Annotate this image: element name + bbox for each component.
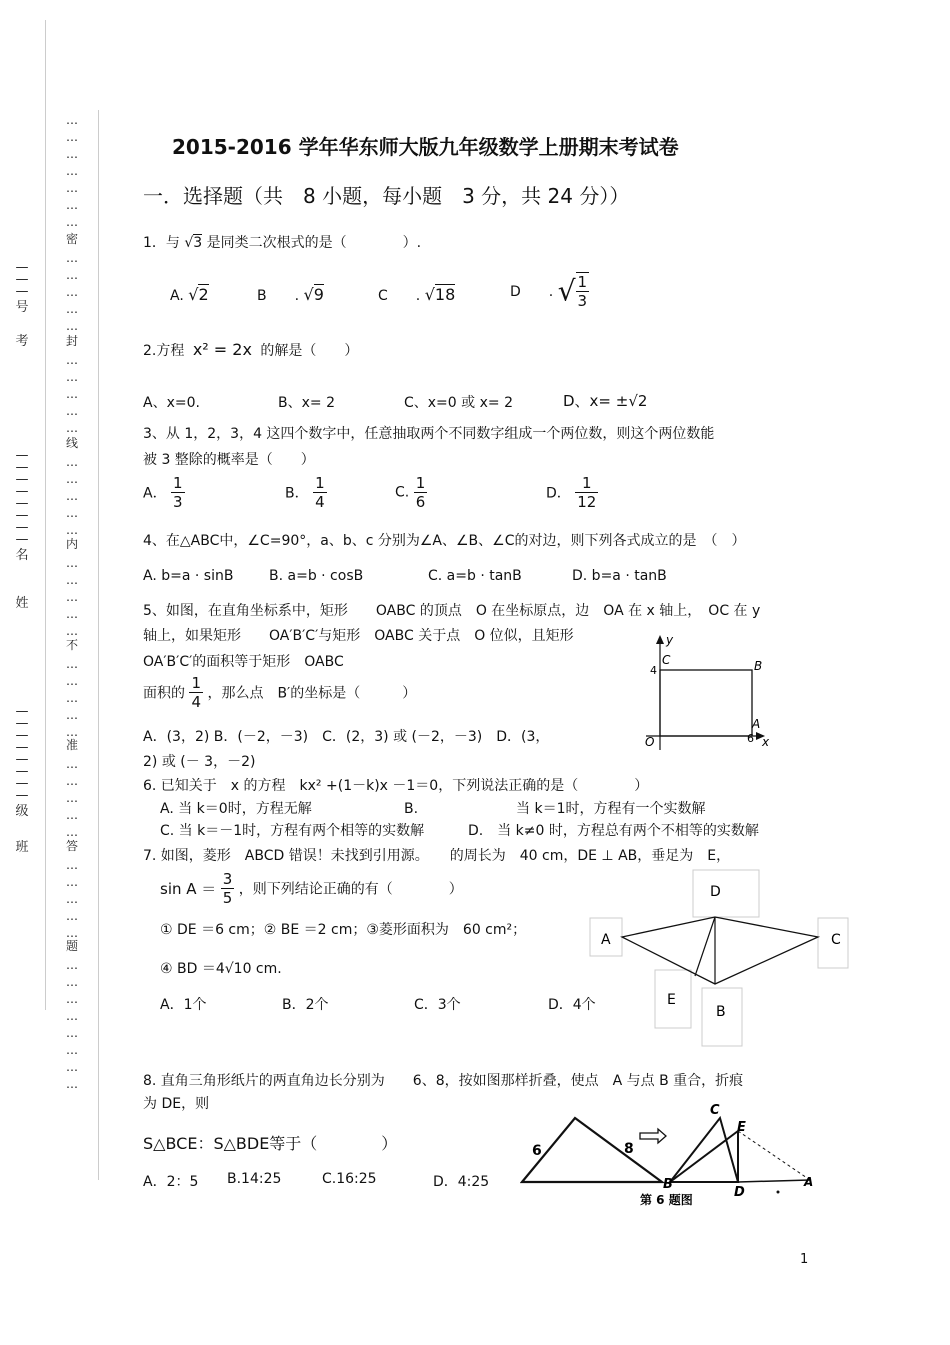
q8-stem-line2: 为 DE，则 xyxy=(143,1096,210,1112)
q5-rectangle-oabc xyxy=(660,670,752,736)
field-label-ming: 名 xyxy=(15,548,29,563)
field-dashes-3: — — — — — — — — xyxy=(15,704,29,803)
q1-option-c: C . √18 xyxy=(378,285,456,304)
seal-dots-8: … … … … … xyxy=(66,858,78,940)
q5-label-four: 4 xyxy=(650,664,657,677)
q7-rhombus-figure xyxy=(585,868,850,1048)
q7-label-c: C xyxy=(831,932,841,948)
q5-label-y: y xyxy=(666,633,674,647)
q5-options-line2: 2) 或 (－ 3，－2) xyxy=(143,754,256,770)
page-number: 1 xyxy=(800,1252,809,1267)
q7-option-a: A．1个 xyxy=(160,997,207,1013)
q8-label-eight: 8 xyxy=(624,1141,634,1157)
q3-option-d: D． $\frac{1}{12}$ xyxy=(546,474,597,511)
q4-option-d: D. b=a · tanB xyxy=(572,568,667,584)
q7-box-d xyxy=(693,870,759,917)
seal-mark-ti: 题 xyxy=(65,939,78,953)
seal-dots-3: … … … … … xyxy=(66,353,78,435)
seal-dots-9: … … … … … … … … xyxy=(66,958,78,1091)
q6-option-d: D. 当 k≠0 时，方程总有两个不相等的实数解 xyxy=(468,823,759,839)
q5-options-line1: A．(3，2) B．(－2，－3) C．(2，3) 或 (－2，－3) D．(3， xyxy=(143,729,550,745)
q8-ratio: S△BCE：S△BDE等于（ ） xyxy=(143,1134,398,1153)
q2-option-b: B、x= 2 xyxy=(278,395,335,411)
q6-option-a: A. 当 k＝0时，方程无解 xyxy=(160,801,312,817)
q7-rhombus-abcd xyxy=(622,917,818,984)
seal-mark-da: 答 xyxy=(65,839,78,853)
q8-label-a: A xyxy=(804,1175,814,1189)
q8-fold-figure xyxy=(520,1100,820,1212)
q3-option-b: B． $\frac{1}{4}$ xyxy=(285,474,325,511)
q7-option-d: D．4个 xyxy=(548,997,596,1013)
q8-option-a: A．2：5 xyxy=(143,1174,199,1190)
seal-mark-feng: 封 xyxy=(65,334,78,348)
q2-option-d: D、x= ±√2 xyxy=(563,392,648,410)
q5-label-a: A xyxy=(752,717,761,731)
q7-stem: 7. 如图，菱形 ABCD 错误！未找到引用源。 的周长为 40 cm，DE ⊥ AB，垂足为 E， xyxy=(143,848,731,864)
q8-label-b1: B xyxy=(663,1177,673,1192)
q4-option-b: B. a=b · cosB xyxy=(269,568,364,584)
q8-label-six: 6 xyxy=(532,1143,542,1159)
q8-triangle-folded xyxy=(670,1118,738,1182)
q8-mark-dot xyxy=(777,1191,780,1194)
margin-rule-outer xyxy=(45,20,46,1010)
q8-triangle-original xyxy=(522,1118,662,1182)
q8-option-d: D．4:25 xyxy=(433,1174,490,1190)
q2-option-c: C、x=0 或 x= 2 xyxy=(404,395,513,411)
q5-stem-line3: OA′B′C′的面积等于矩形 OABC xyxy=(143,654,344,670)
q8-stem-line1: 8. 直角三角形纸片的两直角边长分别为 6、8，按如图那样折叠，使点 A 与点 B 重合，折痕 xyxy=(143,1073,744,1089)
seal-mark-zhun: 准 xyxy=(65,738,78,752)
q5-label-o: O xyxy=(645,735,655,749)
field-dashes-2: — — — — — — — — xyxy=(15,448,29,547)
q8-option-c: C.16:25 xyxy=(322,1171,377,1187)
q8-segment-ea-dashed xyxy=(738,1131,810,1180)
q5-label-x: x xyxy=(762,735,770,749)
seal-dots-6: … … … … … xyxy=(66,657,78,739)
seal-mark-xian: 线 xyxy=(65,436,78,450)
q2-option-a: A、x=0. xyxy=(143,395,200,411)
q7-label-e: E xyxy=(667,992,676,1008)
q8-figure-caption: 第 6 题图 xyxy=(640,1193,693,1207)
margin-rule-inner xyxy=(98,110,99,1180)
q8-option-b: B.14:25 xyxy=(227,1171,282,1187)
q2-stem: 2.方程 x² = 2x 的解是（ ） xyxy=(143,340,359,359)
q7-option-b: B．2个 xyxy=(282,997,329,1013)
q7-statements-2: ④ BD ＝4√10 cm. xyxy=(160,961,282,977)
q3-option-a: A． $\frac{1}{3}$ xyxy=(143,474,183,511)
q8-label-d: D xyxy=(734,1185,745,1200)
seal-dots-5: … … … … … xyxy=(66,556,78,638)
seal-dots-4: … … … … … xyxy=(66,455,78,537)
q3-option-c: C. $\frac{1}{6}$ xyxy=(395,474,426,511)
q7-label-a: A xyxy=(601,932,611,948)
q5-label-c: C xyxy=(662,653,671,667)
q6-stem: 6. 已知关于 x 的方程 kx² +(1－k)x －1＝0，下列说法正确的是（ ） xyxy=(143,778,649,794)
seal-dots-7: … … … … … xyxy=(66,757,78,839)
sqrt-sign: √ xyxy=(184,235,194,251)
q2-equation: x² = 2x xyxy=(192,340,252,359)
q8-segment-da xyxy=(738,1180,810,1182)
field-label-ban: 班 xyxy=(15,840,29,855)
q1-option-d: D . √ $\frac{1}{3}$ xyxy=(510,273,588,310)
q5-label-b: B xyxy=(754,659,763,673)
seal-mark-bu: 不 xyxy=(65,638,78,652)
q1-option-a: A. √2 xyxy=(170,285,209,304)
q5-stem-line2: 轴上，如果矩形 OA′B′C′与矩形 OABC 关于点 O 位似，且矩形 xyxy=(143,628,574,644)
field-label-hao: 号 xyxy=(15,300,29,315)
q3-stem-line1: 3、从 1，2，3，4 这四个数字中，任意抽取两个不同数字组成一个两位数，则这个两位数能 xyxy=(143,426,715,442)
q5-label-six: 6 xyxy=(747,732,754,745)
q1-stem: 1．与 √3 是同类二次根式的是（ ）. xyxy=(143,235,422,251)
q7-label-b: B xyxy=(716,1004,726,1020)
field-label-xing: 姓 xyxy=(15,596,29,611)
seal-dots-2: … … … … … xyxy=(66,251,78,333)
q8-fold-arrow xyxy=(640,1129,666,1143)
q7-sin-line: sin A ＝ $\frac{3}{5}$ ，则下列结论正确的有（ ） xyxy=(160,870,463,907)
field-label-kao: 考 xyxy=(15,334,29,349)
q5-y-arrow xyxy=(656,635,664,644)
q6-option-c: C. 当 k＝－1时，方程有两个相等的实数解 xyxy=(160,823,425,839)
q5-stem-line4: 面积的 $\frac{1}{4}$ ，那么点 B′的坐标是（ ） xyxy=(143,674,417,711)
q7-option-c: C．3个 xyxy=(414,997,461,1013)
q4-option-a: A. b=a · sinB xyxy=(143,568,234,584)
field-label-ji: 级 xyxy=(15,804,29,819)
seal-mark-nei: 内 xyxy=(65,537,78,551)
q7-segment-de xyxy=(695,917,715,976)
q4-stem: 4、在△ABC中，∠C=90°，a、b、c 分别为∠A、∠B、∠C的对边，则下列各式成立的是 （ ） xyxy=(143,533,746,549)
q4-option-c: C. a=b · tanB xyxy=(428,568,522,584)
q1-option-b: B . √9 xyxy=(257,285,324,304)
section-heading: 一．选择题（共 8 小题，每小题 3 分，共 24 分）） xyxy=(143,184,630,208)
q5-coordinate-figure xyxy=(640,632,780,752)
q7-label-d: D xyxy=(710,884,721,900)
q1-radicand: 3 xyxy=(193,235,203,251)
field-dashes-1: — — — xyxy=(15,260,29,299)
seal-mark-mi: 密 xyxy=(65,232,78,246)
q3-stem-line2: 被 3 整除的概率是（ ） xyxy=(143,452,315,468)
q5-stem-line1: 5、如图，在直角坐标系中，矩形 OABC 的顶点 O 在坐标原点，边 OA 在 x 轴上， OC 在 y xyxy=(143,603,761,619)
q8-label-c: C xyxy=(710,1103,720,1118)
q7-statements-1: ① DE ＝6 cm；② BE ＝2 cm；③菱形面积为 60 cm²； xyxy=(160,922,527,938)
q6-option-b: B. 当 k＝1时，方程有一个实数解 xyxy=(404,801,706,817)
seal-dots-1: … … … … … … … xyxy=(66,113,78,229)
exam-title: 2015-2016 学年华东师大版九年级数学上册期末考试卷 xyxy=(172,135,679,159)
q8-label-e: E xyxy=(737,1120,746,1135)
